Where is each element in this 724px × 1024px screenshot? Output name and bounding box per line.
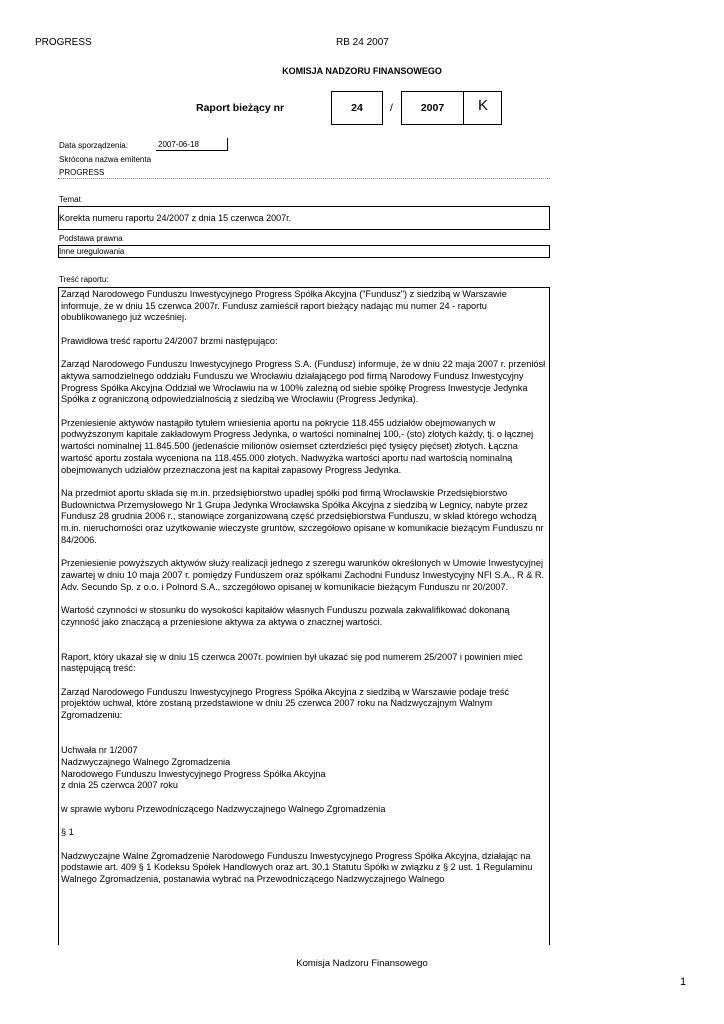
legal-basis-label: Podstawa prawna — [59, 234, 123, 243]
content-paragraph: Nadzwyczajne Walne Zgromadzenie Narodowego Funduszu Inwestycyjnego Progress Spółka Akcyjna, działając na podstawie art. 409 § 1 Kodeksu Spółek Handlowych oraz art. 30.1 Statutu Spółki w związku z § 2 ust. 1 Regulaminu Walnego Zgromadzenia, postanawia wybrać na Przewodniczącego Nadzwyczajnego Walnego — [61, 850, 533, 884]
content-paragraph: Zarząd Narodowego Funduszu Inwestycyjnego Progress Spółka Akcyjna z siedzibą w Warszawie podaje treść projektów uchwał, które zostaną przedstawione w dniu 25 czerwca 2007 roku na Nadzwyczajnym Walnym Zgromadzeniu: — [61, 686, 510, 721]
page-number: 1 — [680, 976, 687, 988]
subject-value: Korekta numeru raportu 24/2007 z dnia 15 czerwca 2007r. — [59, 213, 292, 223]
content-paragraph: Przeniesienie aktywów nastąpiło tytułem wniesienia aportu na pokrycie 118.455 udziałów obejmowanych w podwyższonym kapitale zakładowym Progress Jedynka, o wartości nominalnej 100,- (sto) złotych każdy, tj. o łącznej wartości nominalnej 11.845.500 (jedenaście milionów osiemset czterdzieści pięć tysięcy pięćset) złotych. Łączna wartość aportu została wyceniona na 118.455.000 złotych. Nadwyżka wartości aportu nad wartością nominalną obejmowanych udziałów przeznaczona jest na kapitał zapasowy Progress Jedynka. — [61, 417, 534, 475]
report-content-box — [58, 287, 550, 945]
content-paragraph: Zarząd Narodowego Funduszu Inwestycyjnego Progress Spółka Akcyjna ("Fundusz") z siedzibą w Warszawie informuje, że w dniu 15 czerwca 2007r. Fundusz zamieścił raport bieżący nadając mu numer 24 - raportu obublikowanego już wcześniej. — [61, 289, 507, 323]
report-type: K — [478, 97, 489, 114]
date-label: Data sporządzenia: — [59, 141, 128, 150]
authority-title: KOMISJA NADZORU FINANSOWEGO — [282, 66, 442, 76]
legal-basis-box — [58, 245, 550, 258]
date-value: 2007-06-18 — [158, 140, 199, 149]
footer-authority: Komisja Nadzoru Finansowego — [296, 958, 428, 969]
company-header: PROGRESS — [35, 37, 92, 48]
issuer-label: Skrócona nazwa emitenta — [59, 155, 152, 164]
content-paragraph: Prawidłowa treść raportu 24/2007 brzmi następująco: — [61, 335, 278, 346]
content-paragraph: Zarząd Narodowego Funduszu Inwestycyjnego Progress S.A. (Fundusz) informuje, że w dniu 22 maja 2007 r. przeniósł aktywa samodzielnego oddziału Funduszu we Wrocławiu działającego pod firmą Narodowy Fundusz Inwestycyjny Progress Spółka Akcyjna Oddział we Wrocławiu na w 100% zależną od siebie spółkę Progress Inwestycje Jedynka Spółka z ograniczoną odpowiedzialnością z siedzibą we Wrocławiu (Progress Jedynka). — [61, 359, 546, 405]
content-label: Treść raportu: — [59, 275, 109, 284]
report-number: 24 — [351, 102, 363, 114]
content-paragraph: Wartość czynności w stosunku do wysokości kapitałów własnych Funduszu pozwala zakwalifikować dokonaną czynność jako znaczącą a przeniesione aktywa za aktywa o znacznej wartości. — [61, 604, 510, 627]
content-paragraph: Na przedmiot aportu składa się m.in. przedsiębiorstwo upadłej spółki pod firmą Wrocławskie Przedsiębiorstwo Budownictwa Przemysłowego Nr 1 Grupa Jedynka Wrocławska Spółka Akcyjna z siedzibą w Legnicy, nabyte przez Fundusz 28 grudnia 2006 r., stanowiące zorganizowaną część przedsiębiorstwa Funduszu, w skład którego wchodzą m.in. nieruchomości oraz użytkowanie wieczyste gruntów, szczegółowo opisane w komunikacie bieżącym Funduszu nr 84/2006. — [61, 487, 544, 545]
paragraph-symbol: § 1 — [61, 827, 74, 838]
report-number-box — [331, 91, 383, 125]
report-label: Raport bieżący nr — [196, 102, 285, 114]
report-year: 2007 — [420, 102, 445, 114]
content-paragraph: w sprawie wyboru Przewodniczącego Nadzwyczajnego Walnego Zgromadzenia — [61, 803, 386, 814]
report-content — [59, 288, 549, 886]
content-paragraph: Przeniesienie powyższych aktywów służy realizacji jednego z szeregu warunków określonych w Umowie Inwestycyjnej zawartej w dniu 10 maja 2007 r. pomiędzy Funduszem oraz spółkami Zachodni Fundusz Inwestycyjny NFI S.A., R & R. Adv. Secundo Sp. z o.o. i Polnord S.A., szczegółowo opisanej w komunikacie bieżącym Funduszu nr 20/2007. — [61, 558, 545, 592]
report-code-header: RB 24 2007 — [336, 37, 389, 48]
resolution-header: Uchwała nr 1/2007 Nadzwyczajnego Walnego Zgromadzenia Narodowego Funduszu Inwestycyjnego Progress Spółka Akcyjna z dnia 25 czerwca 2007 roku — [61, 745, 326, 791]
issuer-underline — [58, 178, 550, 179]
content-paragraph: Raport, który ukazał się w dniu 15 czerwca 2007r. powinien był ukazać się pod numerem 25/2007 i powinien mieć następującą treść: — [61, 651, 523, 674]
report-separator: / — [390, 102, 393, 114]
report-year-box — [401, 91, 464, 125]
subject-label: Temat — [59, 195, 81, 204]
legal-basis-value: Inne uregulowania — [59, 247, 125, 256]
issuer-value: PROGRESS — [59, 168, 105, 177]
